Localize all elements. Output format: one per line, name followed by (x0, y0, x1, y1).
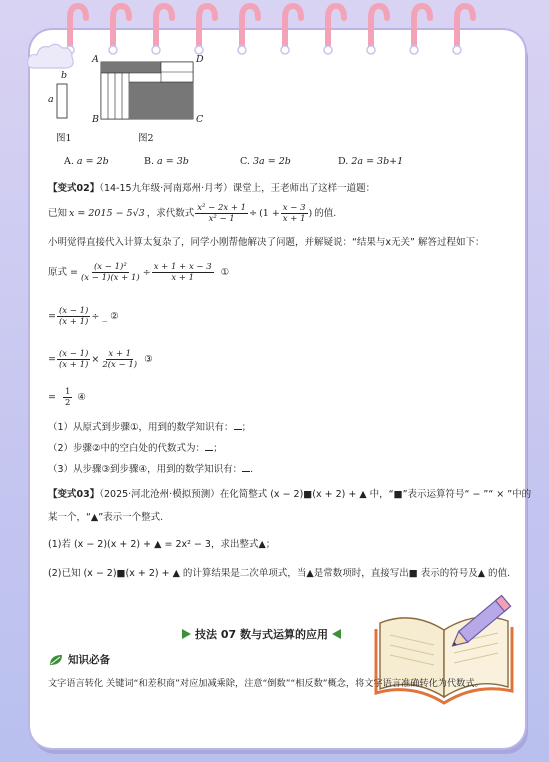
step3-fraction-b: $\frac{x + 1}{2(x - 1)}$ (102, 349, 138, 370)
corner-a: A (92, 54, 99, 65)
section-title: 技法 07 数与式运算的应用 (195, 628, 328, 641)
knowledge-label: 知识必备 (68, 654, 110, 666)
answer-blank-1[interactable] (234, 420, 242, 430)
step-1: 原式 = $\frac{\text{(x − 1)²}}{(x - 1)(x + 1)}$ ÷ $\frac{x + 1 + x - 3}{x + 1}$ ① (48, 262, 230, 283)
fig2-caption: 图2 (138, 133, 154, 144)
fig1-caption: 图1 (56, 133, 72, 144)
step-3: = $\frac{(x - 1)}{(x + 1)}$ × $\frac{x + 1}{2(x - 1)}$ ③ (48, 349, 153, 370)
v03-question-1: (1)若 (x − 2)(x + 2) + ▲ = 2x² − 3，求出整式▲； (48, 539, 276, 550)
v03-question-2: (2)已知 (x − 2)■(x + 2) + ▲ 的计算结果是二次单项式，当▲是常数项时，直接写出■ 表示的符号及▲ 的值. (48, 568, 511, 579)
v03-line-1: 【变式03】（2025·河北沧州·模拟预测）在化简整式 (x − 2)■(x + 2) + ▲ 中，“■”表示运算符号“ − ”“ × ”中的 (48, 489, 532, 500)
v02-question: 已知 x = 2015 − 5√3 ，求代数式 $\frac{\text{x² − 2x + 1}}{\text{x² − 1}}$ ÷ (1 + $\frac{x - 3}{x + 1}$ ) 的值. (48, 203, 337, 224)
option-d: D. 2a = 3b+1 (338, 156, 404, 167)
triangle-right-icon (332, 629, 341, 639)
knowledge-text: 文字语言转化 关键词“和差积商”对应加减乘除，注意“倒数”“相反数”概念，将文字语言准确转化为代数式。 (48, 678, 484, 689)
corner-c: C (196, 114, 204, 125)
q-fraction-1: $\frac{\text{x² − 2x + 1}}{\text{x² − 1}}$ (197, 203, 247, 224)
corner-b: B (92, 114, 99, 125)
v02-source: （14-15九年级·河南郑州·月考）课堂上，王老师出了这样一道题： (99, 183, 376, 194)
fig1-label-b: b (61, 70, 68, 81)
corner-d: D (196, 54, 204, 65)
v03-line-2: 某一个，“▲”表示一个整式. (48, 512, 164, 523)
binder-rings-decoration (58, 0, 498, 55)
v03-tag: 【变式03】 (48, 489, 100, 500)
step4-fraction: $\frac{1}{2}$ (64, 387, 71, 408)
v02-tag: 【变式02】 (48, 183, 100, 194)
option-b: B. a = 3b (144, 156, 189, 167)
option-c: C. 3a = 2b (240, 156, 291, 167)
step3-fraction-a: $\frac{(x - 1)}{(x + 1)}$ (58, 349, 89, 370)
step2-fraction: $\frac{(x - 1)}{(x + 1)}$ (58, 306, 89, 327)
option-a: A. a = 2b (64, 156, 109, 167)
v02-header (48, 183, 375, 195)
q-fraction-2: $\frac{x - 3}{x + 1}$ (282, 203, 306, 224)
step-4: = $\frac{1}{2}$ ④ (48, 387, 86, 408)
fig1-label-a: a (48, 94, 54, 105)
knowledge-header (48, 652, 110, 667)
triangle-left-icon (182, 629, 191, 639)
sub-question-3: （3）从步骤③到步骤④，用到的数学知识有： . (48, 464, 254, 475)
answer-blank-3[interactable] (242, 462, 250, 472)
v02-description: 小明觉得直接代入计算太复杂了，同学小刚帮他解决了问题，并解疑说：“结果与x无关” 解答过程如下： (48, 237, 485, 248)
step1-fraction-a: $\frac{\text{(x − 1)²}}{(x - 1)(x + 1)}$ (80, 262, 140, 283)
sub-question-2: （2）步骤②中的空白处的代数式为： ； (48, 443, 223, 454)
step1-fraction-b: $\frac{x + 1 + x - 3}{x + 1}$ (153, 262, 212, 283)
sub-question-1: （1）从原式到步骤①，用到的数学知识有： ； (48, 422, 252, 433)
leaf-icon (48, 653, 64, 667)
section-heading (182, 626, 341, 642)
step-2: = $\frac{(x - 1)}{(x + 1)}$ ÷ _ ② (48, 306, 119, 327)
answer-blank-2[interactable] (205, 441, 213, 451)
